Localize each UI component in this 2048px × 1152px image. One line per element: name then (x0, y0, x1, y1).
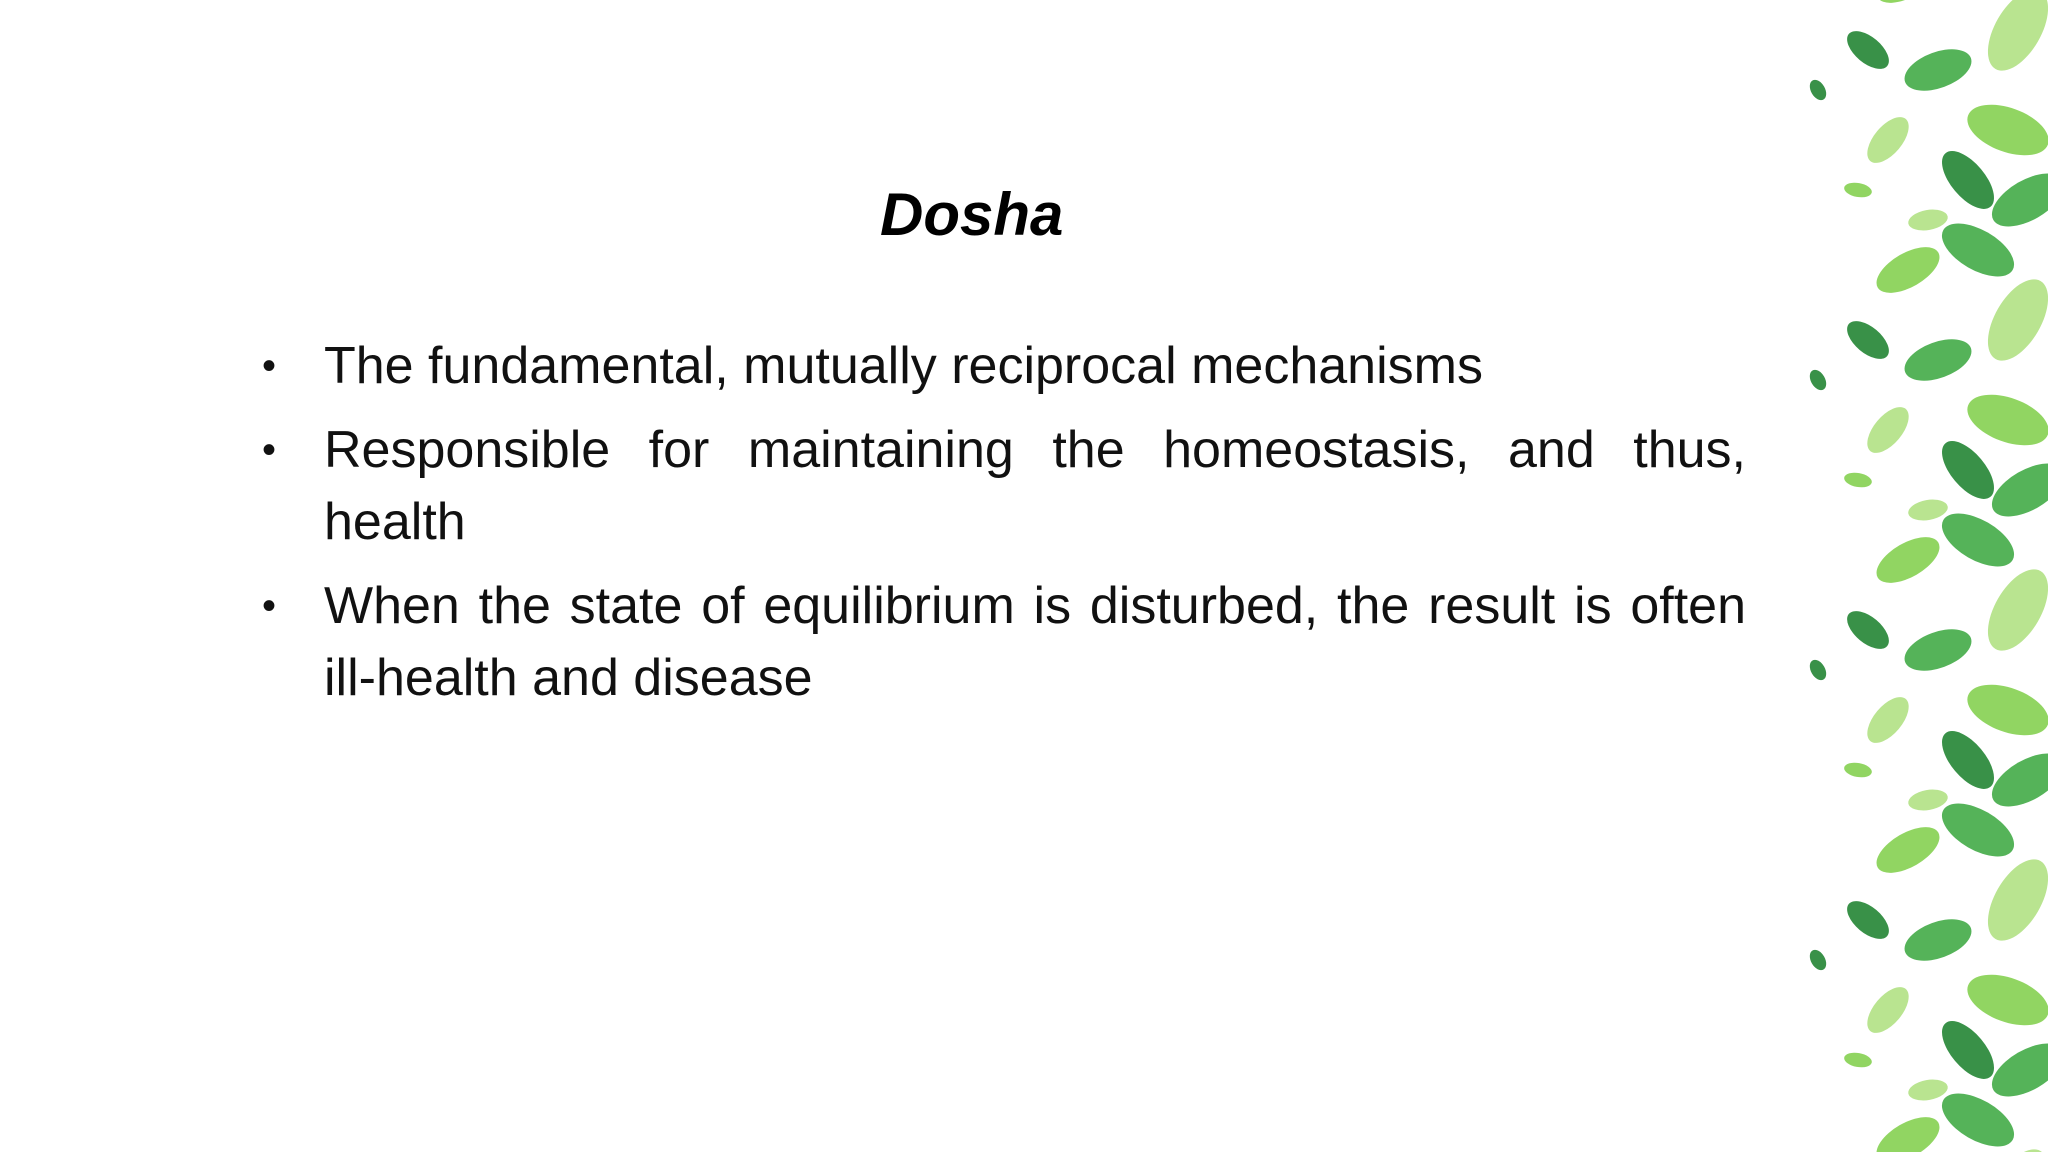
leaf-icon (1976, 850, 2048, 951)
leaf-icon (1806, 657, 1829, 683)
leaf-icon (1806, 77, 1829, 103)
leaf-icon (1899, 331, 1977, 389)
leaf-icon (1869, 528, 1947, 592)
bullet-icon: • (262, 584, 277, 628)
leaf-icon (1869, 0, 1947, 12)
leaf-icon (1860, 980, 1917, 1040)
list-item (262, 330, 1746, 402)
leaf-icon (1869, 818, 1947, 882)
bullet-icon: • (262, 428, 277, 472)
bullet-text: Responsible for maintaining the homeostasis, and thus, health (324, 421, 1746, 551)
leaf-icon (1860, 400, 1917, 460)
leaf-icon (1843, 761, 1873, 780)
leaf-icon (1806, 947, 1829, 973)
leaf-icon (1932, 722, 2003, 797)
leaf-icon (1899, 911, 1977, 969)
leaf-icon (1976, 560, 2048, 661)
leaf-icon (1840, 894, 1895, 946)
leaf-icon (1932, 142, 2003, 217)
leaf-icon (1843, 471, 1873, 490)
bullet-icon: • (262, 344, 277, 388)
list-item (262, 414, 1746, 558)
leaf-icon (1860, 690, 1917, 750)
leaf-icon (1907, 787, 1950, 814)
slide-title: Dosha (880, 181, 1064, 248)
leaf-icon (1899, 621, 1977, 679)
leaf-icon (1860, 110, 1917, 170)
leaf-icon (1806, 367, 1829, 393)
leaf-icon (1840, 314, 1895, 366)
leaf-icon (1976, 270, 2048, 371)
bullet-list (262, 330, 1746, 726)
leaf-icon (1843, 181, 1873, 200)
leaf-icon (1961, 965, 2048, 1035)
list-item (262, 570, 1746, 714)
leaf-icon (1961, 95, 2048, 165)
leaf-icon (1840, 604, 1895, 656)
leaf-icon (1961, 385, 2048, 455)
leaves-decoration-icon (1778, 0, 2048, 1152)
bullet-text: The fundamental, mutually reciprocal mechanisms (324, 337, 1483, 395)
leaf-icon (1899, 41, 1977, 99)
leaf-icon (1907, 497, 1950, 524)
leaf-icon (1869, 238, 1947, 302)
leaf-icon (1869, 1108, 1947, 1152)
leaf-icon (1976, 0, 2048, 80)
leaf-icon (1907, 1077, 1950, 1104)
leaf-icon (1932, 432, 2003, 507)
bullet-text: When the state of equilibrium is disturbed, the result is often ill-health and disease (324, 577, 1746, 707)
leaf-icon (1907, 207, 1950, 234)
leaf-icon (1843, 1051, 1873, 1070)
leaf-icon (1932, 1012, 2003, 1087)
leaf-icon (1961, 675, 2048, 745)
leaf-icon (1840, 24, 1895, 76)
